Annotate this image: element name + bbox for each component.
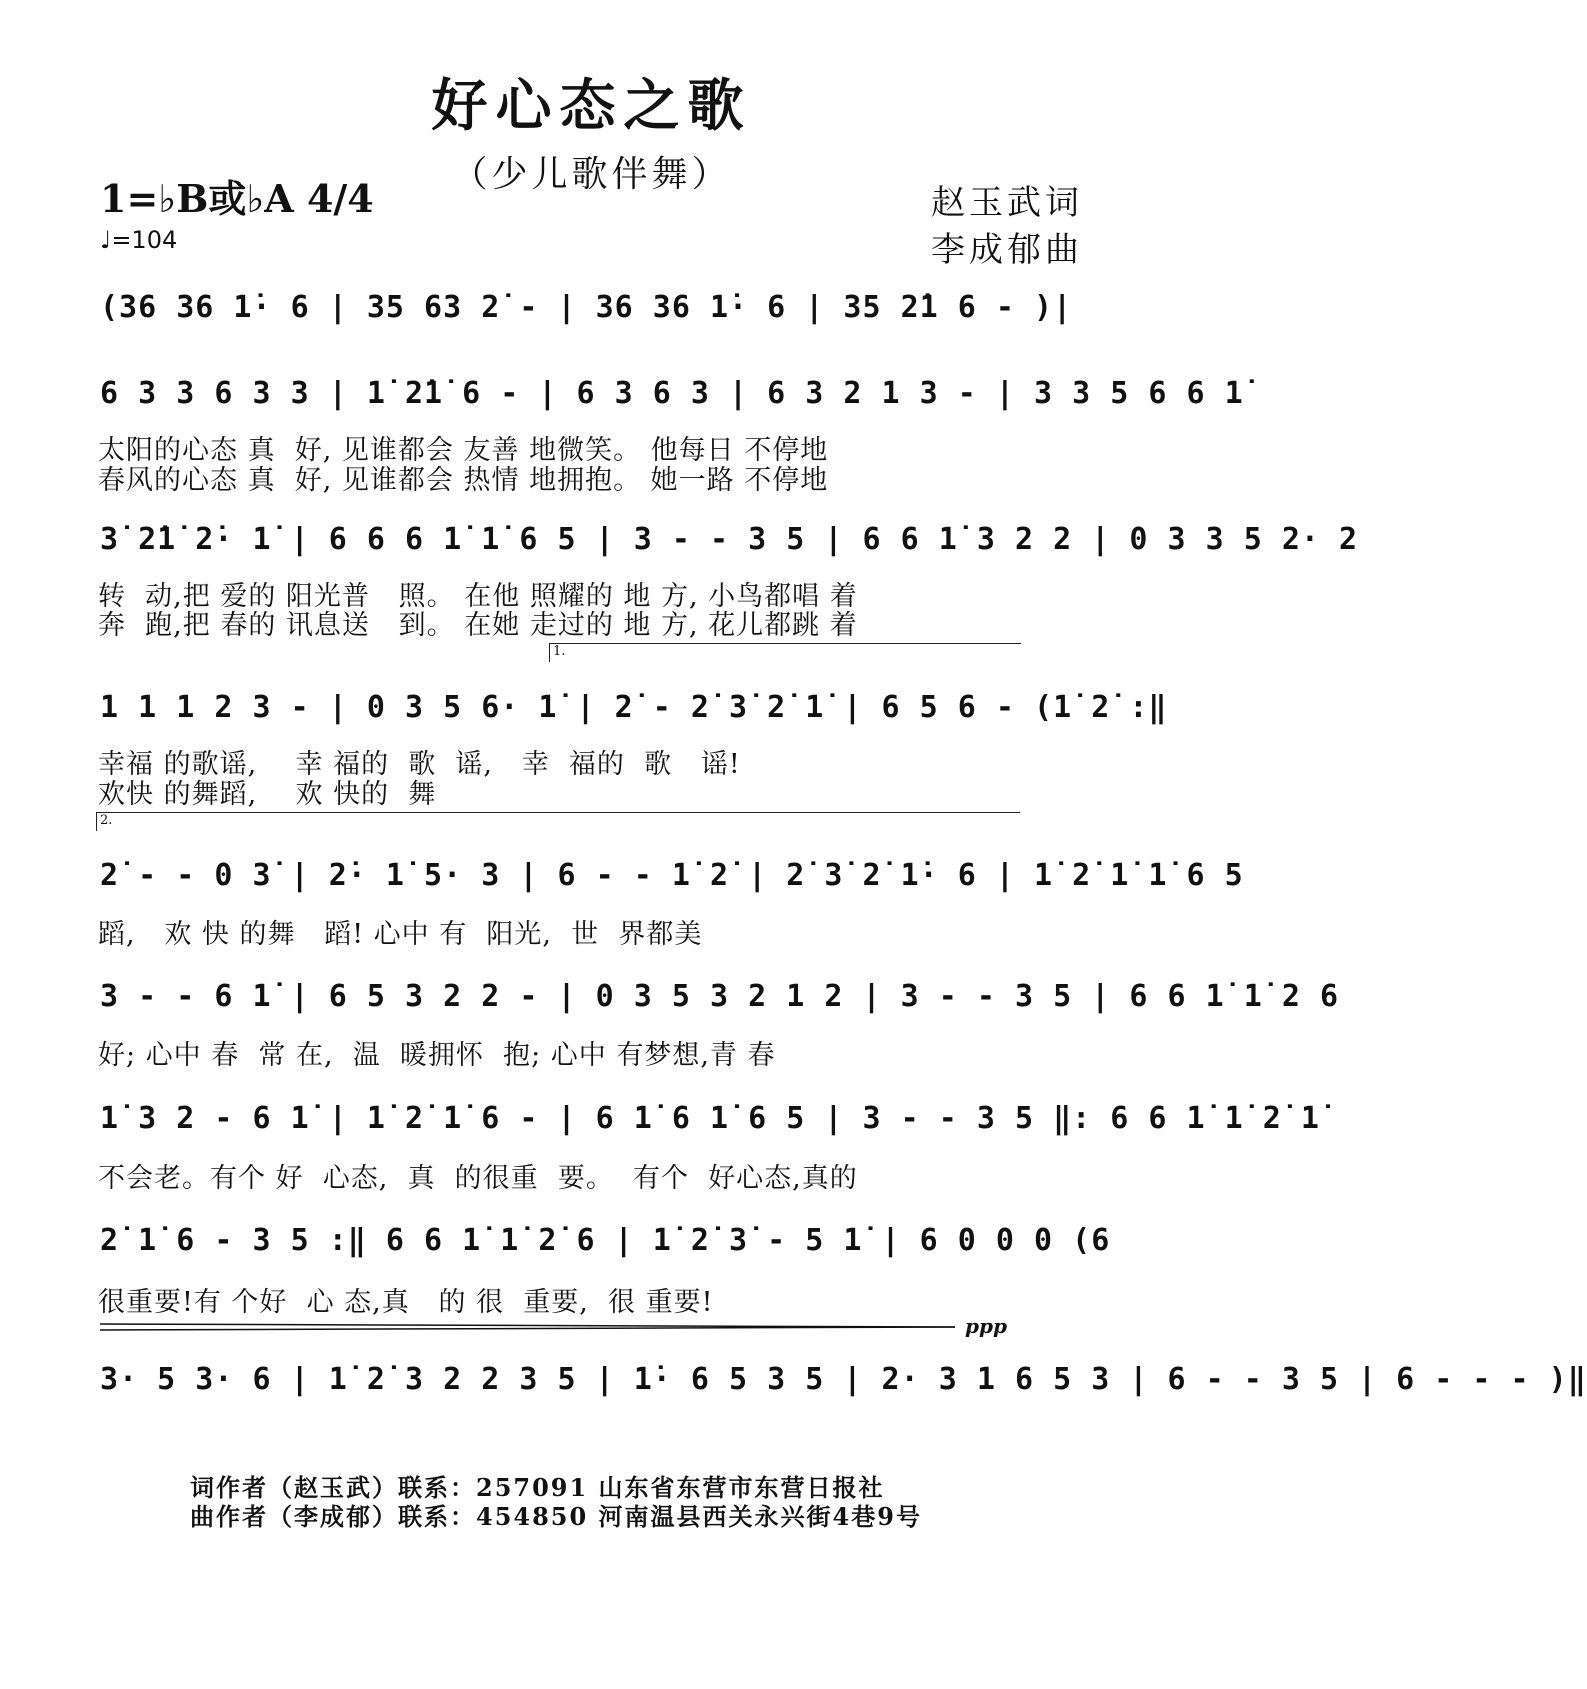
diminuendo-hairpin	[100, 1318, 960, 1338]
score-line-1: (36 36 1̇· 6 | 35 63 2̇ - | 36 36 1̇· 6 | 35 2̇1 6 - )|	[100, 290, 1073, 325]
lyric-line-6: 好; 心中 春 常 在, 温 暖拥怀 抱; 心中 有梦想,青 春	[98, 1040, 776, 1071]
score-line-6: 3 - - 6 1̇ | 6 5 3 2 2 - | 0 3 5 3 2 1 2 | 3 - - 3 5 | 6 6 1̇ 1̇ 2 6	[100, 979, 1339, 1014]
song-title: 好心态之歌	[431, 73, 752, 139]
lyric-line-3a: 转 动,把 爱的 阳光普 照。 在他 照耀的 地 方, 小鸟都唱 着	[98, 581, 858, 612]
lyric-line-2b: 春风的心态 真 好, 见谁都会 热情 地拥抱。 她一路 不停地	[98, 465, 829, 496]
score-line-5: 2̇ - - 0 3̇ | 2̇· 1̇ 5· 3 | 6 - - 1̇ 2̇ | 2̇ 3̇ 2̇ 1̇· 6 | 1̇ 2̇ 1̇ 1̇ 6 5	[100, 858, 1244, 893]
composer-credit: 李成郁曲	[931, 230, 1083, 270]
lyric-line-4b: 欢快 的舞蹈, 欢 快的 舞	[98, 779, 437, 810]
score-line-9: 3· 5 3· 6 | 1̇ 2̇ 3 2 2 3 5 | 1̇· 6 5 3 5 | 2· 3 1 6 5 3 | 6 - - 3 5 | 6 - - - )‖	[100, 1362, 1587, 1397]
score-line-3: 3̇ 2̇1̇ 2̇· 1̇ | 6 6 6 1̇ 1̇ 6 5 | 3 - - 3 5 | 6 6 1̇ 3 2 2 | 0 3 3 5 2· 2	[100, 522, 1359, 557]
score-line-8: 2̇ 1̇ 6 - 3 5 :‖ 6 6 1̇ 1̇ 2̇ 6 | 1̇ 2̇ 3̇ - 5 1̇ | 6 0 0 0 (6	[100, 1223, 1111, 1258]
score-line-7: 1̇ 3 2 - 6 1̇ | 1̇ 2̇ 1̇ 6 - | 6 1̇ 6 1̇ 6 5 | 3 - - 3 5 ‖: 6 6 1̇ 1̇ 2̇ 1̇	[100, 1101, 1320, 1136]
lyric-line-3b: 奔 跑,把 春的 讯息送 到。 在她 走过的 地 方, 花儿都跳 着	[98, 610, 858, 641]
volta-1-bracket: 1.	[549, 643, 1021, 662]
lyric-line-4a: 幸福 的歌谣, 幸 福的 歌 谣, 幸 福的 歌 谣!	[98, 749, 741, 780]
lyric-line-2a: 太阳的心态 真 好, 见谁都会 友善 地微笑。 他每日 不停地	[98, 435, 829, 466]
lyric-line-8: 很重要!有 个好 心 态,真 的 很 重要, 很 重要!	[98, 1287, 714, 1318]
key-signature: 1=♭B或♭A 4/4	[100, 176, 374, 221]
lyric-line-5: 蹈, 欢 快 的舞 蹈! 心中 有 阳光, 世 界都美	[98, 919, 703, 950]
song-subtitle: （少儿歌伴舞）	[451, 154, 732, 195]
dynamic-ppp: ppp	[965, 1314, 1007, 1338]
score-line-2: 6 3 3 6 3 3 | 1̇ 2̇1̇ 6 - | 6 3 6 3 | 6 3 2 1 3 - | 3 3 5 6 6 1̇	[100, 376, 1244, 411]
lyric-line-7: 不会老。有个 好 心态, 真 的很重 要。 有个 好心态,真的	[98, 1163, 858, 1194]
lyricist-contact: 词作者（赵玉武）联系：257091 山东省东营市东营日报社	[190, 1473, 885, 1502]
tempo-marking: ♩=104	[100, 226, 178, 254]
score-line-4: 1 1 1 2 3 - | 0 3 5 6· 1̇ | 2̇ - 2̇ 3̇ 2̇ 1̇ | 6 5 6 - (1̇ 2̇ :‖	[100, 690, 1168, 725]
volta-2-bracket: 2.	[96, 812, 1020, 831]
lyricist-credit: 赵玉武词	[931, 183, 1083, 223]
composer-contact: 曲作者（李成郁）联系：454850 河南温县西关永兴街4巷9号	[190, 1502, 922, 1531]
